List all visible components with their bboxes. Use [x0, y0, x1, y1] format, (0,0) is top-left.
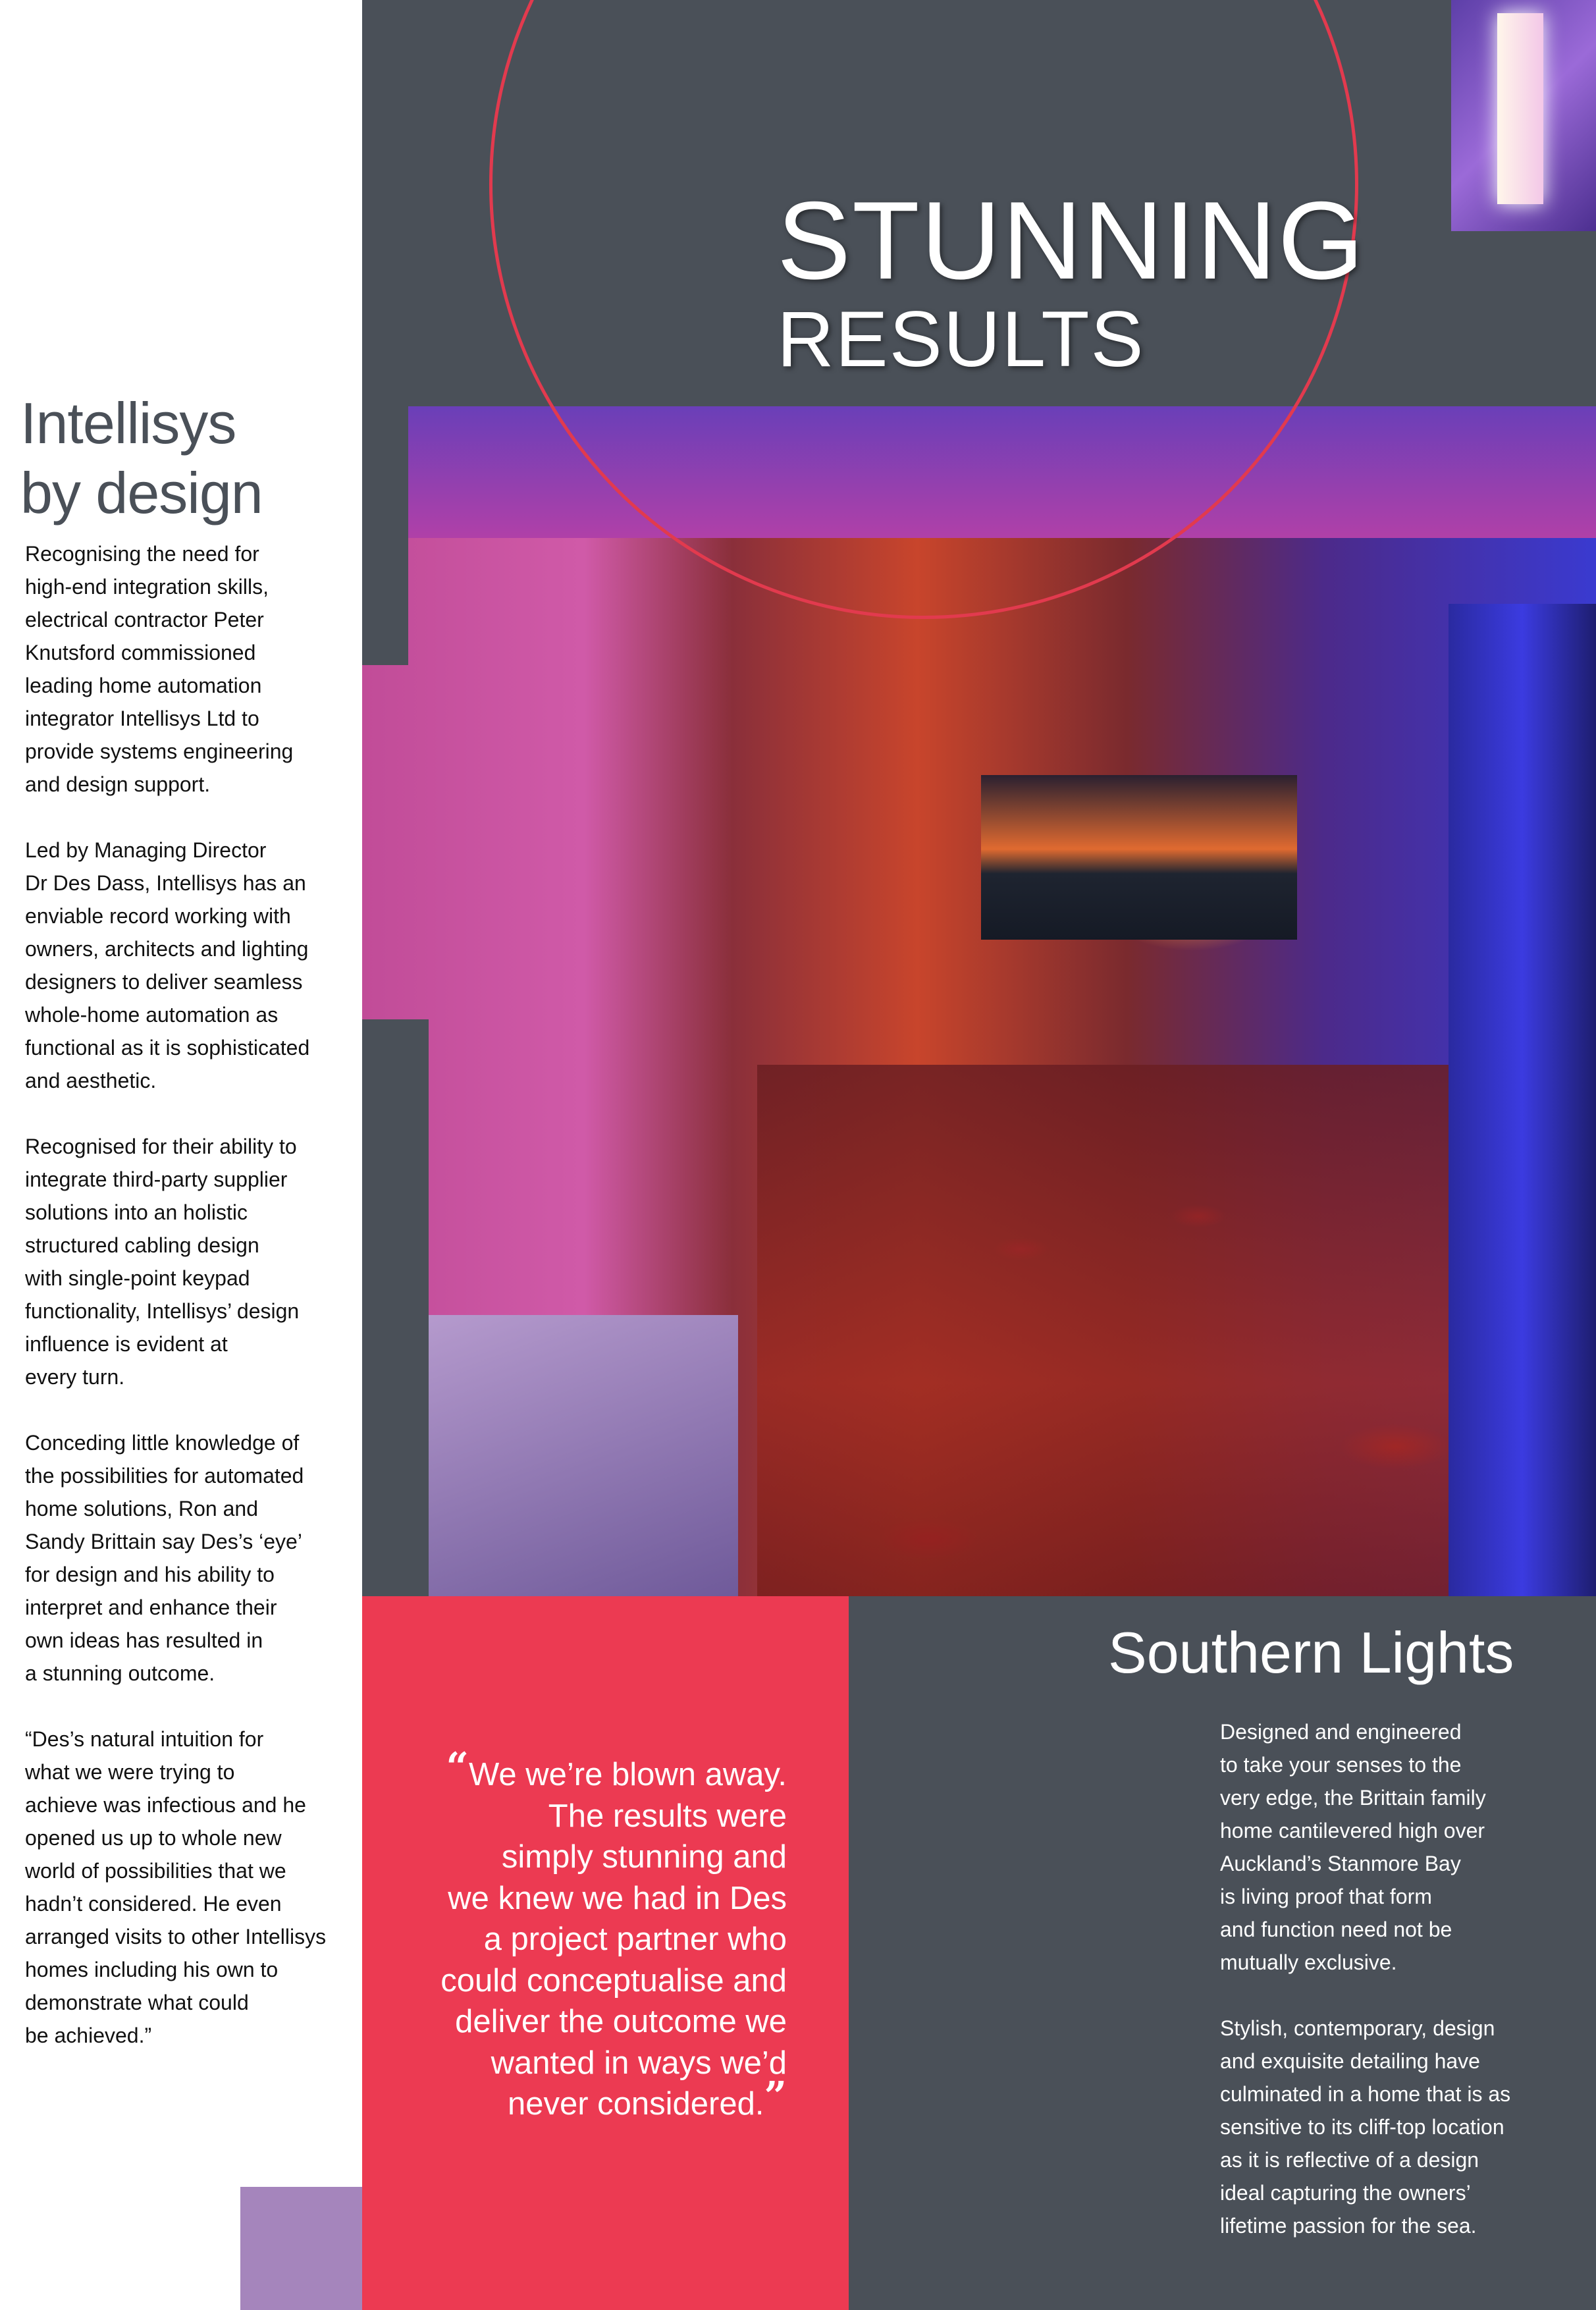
quote-text: never considered. [507, 2086, 764, 2122]
text-line: is living proof that form [1220, 1885, 1432, 1908]
text-line: lifetime passion for the sea. [1220, 2214, 1477, 2238]
text-line: and exquisite detailing have [1220, 2049, 1480, 2073]
corner-photo-lamp [1451, 0, 1596, 231]
text-line: Sandy Brittain say Des’s ‘eye’ [25, 1530, 302, 1553]
quote-line [365, 1919, 787, 1960]
quote-text: wanted in ways we’d [491, 2045, 787, 2081]
paragraph [25, 834, 326, 1097]
text-line: with single-point keypad [25, 1266, 250, 1290]
text-line: home solutions, Ron and [25, 1497, 258, 1520]
text-line: as it is reflective of a design [1220, 2148, 1479, 2172]
quote-text: The results were [548, 1798, 787, 1834]
quote-line [365, 1744, 787, 1796]
text-line: “Des’s natural intuition for [25, 1727, 264, 1751]
quote-text: a project partner who [483, 1921, 787, 1957]
text-line: whole-home automation as [25, 1003, 279, 1027]
text-line: Conceding little knowledge of [25, 1431, 300, 1455]
text-line: hadn’t considered. He even [25, 1892, 282, 1916]
text-line: enviable record working with [25, 904, 291, 928]
text-line: home cantilevered high over [1220, 1819, 1485, 1842]
open-quote-icon: “ [446, 1744, 469, 1790]
text-line: and design support. [25, 772, 211, 796]
pull-quote [365, 1744, 787, 2125]
wall-lamp-image [1497, 13, 1543, 204]
text-line: Stylish, contemporary, design [1220, 2016, 1495, 2040]
text-line: high-end integration skills, [25, 575, 269, 599]
quote-text: deliver the outcome we [455, 2004, 787, 2039]
text-line: influence is evident at [25, 1332, 228, 1356]
text-line: Auckland’s Stanmore Bay [1220, 1852, 1461, 1875]
text-line: arranged visits to other Intellisys [25, 1925, 327, 1948]
left-body-text [25, 537, 326, 2085]
text-line: Dr Des Dass, Intellisys has an [25, 871, 306, 895]
hero-title-line1: STUNNING [777, 178, 1366, 302]
text-line: every turn. [25, 1365, 125, 1389]
southern-lights-body [1220, 1715, 1510, 2275]
text-line: functionality, Intellisys’ design [25, 1299, 300, 1323]
quote-line [365, 1837, 787, 1878]
text-line: for design and his ability to [25, 1563, 275, 1586]
text-line: integrator Intellisys Ltd to [25, 707, 259, 730]
text-line: sensitive to its cliff-top location [1220, 2115, 1504, 2139]
text-line: Recognising the need for [25, 542, 259, 566]
text-line: and function need not be [1220, 1918, 1452, 1941]
quote-text: We we’re blown away. [469, 1757, 787, 1792]
quote-text: could conceptualise and [440, 1962, 787, 1999]
photo-window-sunset [981, 775, 1297, 940]
southern-lights-heading: Southern Lights [1108, 1620, 1514, 1685]
paragraph [1220, 2012, 1510, 2242]
text-line: own ideas has resulted in [25, 1628, 263, 1652]
close-quote-icon: ” [764, 2074, 787, 2120]
text-line: electrical contractor Peter [25, 608, 264, 631]
photo-glass-wall [1449, 604, 1596, 1596]
text-line: Knutsford commissioned [25, 641, 256, 664]
paragraph [25, 1130, 326, 1393]
text-line: mutually exclusive. [1220, 1950, 1397, 1974]
quote-text: we knew we had in Des [448, 1880, 787, 1916]
hero-title [777, 178, 1366, 383]
text-line: integrate third-party supplier [25, 1168, 288, 1191]
quote-line [365, 1796, 787, 1837]
text-line: Designed and engineered [1220, 1720, 1462, 1744]
paragraph [25, 537, 326, 801]
text-line: Recognised for their ability to [25, 1135, 297, 1158]
text-line: structured cabling design [25, 1233, 259, 1257]
photo-table [429, 1315, 738, 1596]
heading-line2: by design [20, 460, 263, 525]
text-line: the possibilities for automated [25, 1464, 304, 1488]
heading-line1: Intellisys [20, 390, 236, 456]
text-line: owners, architects and lighting [25, 937, 309, 961]
section-heading [20, 389, 263, 528]
text-line: to take your senses to the [1220, 1753, 1462, 1777]
text-line: world of possibilities that we [25, 1859, 286, 1883]
pull-quote-panel [362, 1596, 849, 2310]
text-line: be achieved.” [25, 2024, 152, 2047]
paragraph [25, 1426, 326, 1690]
text-line: ideal capturing the owners’ [1220, 2181, 1471, 2205]
quote-line [365, 1878, 787, 1920]
paragraph [1220, 1715, 1510, 1979]
text-line: what we were trying to [25, 1760, 235, 1784]
text-line: provide systems engineering [25, 739, 294, 763]
text-line: Led by Managing Director [25, 838, 267, 862]
quote-line [365, 1960, 787, 2002]
quote-line [365, 2043, 787, 2084]
text-line: a stunning outcome. [25, 1661, 215, 1685]
text-line: interpret and enhance their [25, 1596, 277, 1619]
text-line: functional as it is sophisticated [25, 1036, 310, 1060]
text-line: demonstrate what could [25, 1991, 249, 2014]
text-line: designers to deliver seamless [25, 970, 303, 994]
quote-text: simply stunning and [501, 1839, 787, 1875]
paragraph [25, 1723, 326, 2052]
text-line: and aesthetic. [25, 1069, 157, 1092]
text-line: culminated in a home that is as [1220, 2082, 1511, 2106]
text-line: very edge, the Brittain family [1220, 1786, 1486, 1810]
text-line: achieve was infectious and he [25, 1793, 306, 1817]
text-line: opened us up to whole new [25, 1826, 282, 1850]
purple-accent-block [240, 2187, 362, 2310]
hero-title-line2: RESULTS [777, 295, 1145, 383]
quote-line [365, 2074, 787, 2125]
text-line: homes including his own to [25, 1958, 279, 1981]
text-line: leading home automation [25, 674, 262, 697]
quote-line [365, 2001, 787, 2043]
text-line: solutions into an holistic [25, 1200, 248, 1224]
